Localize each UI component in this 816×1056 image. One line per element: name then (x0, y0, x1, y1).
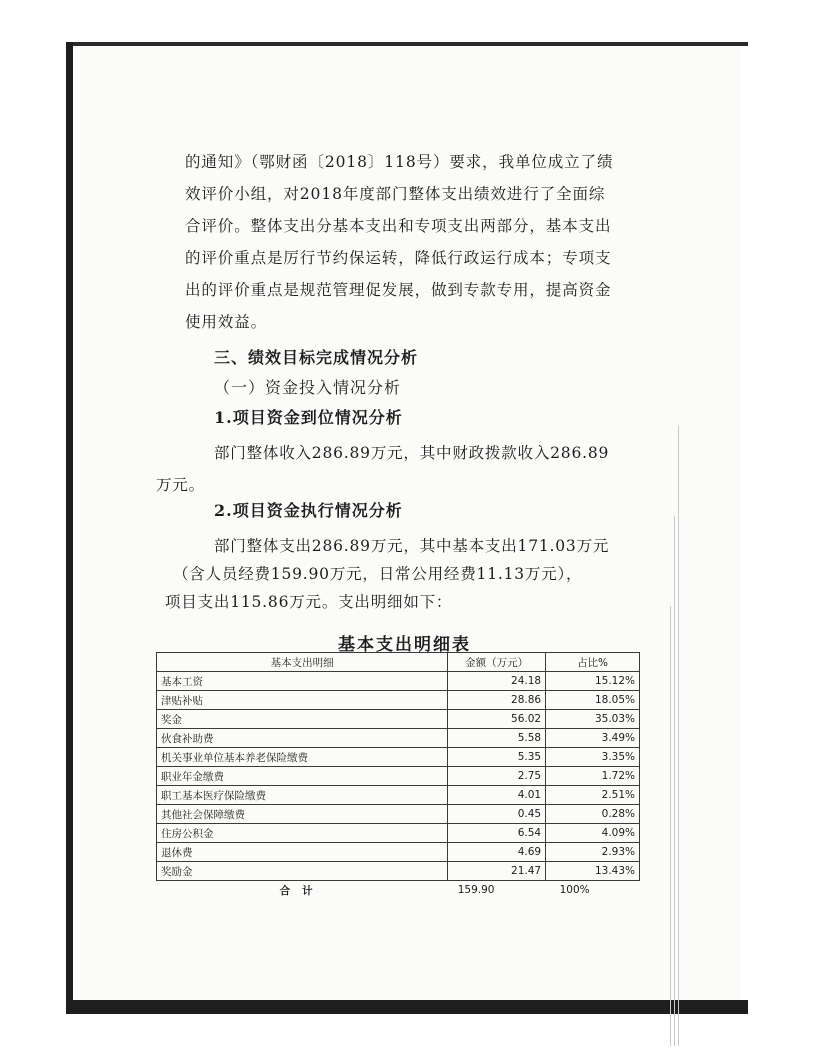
table-row (157, 786, 640, 805)
row-name: 退休费 (157, 843, 448, 862)
text-line: 效评价小组，对2018年度部门整体支出绩效进行了全面综 (185, 185, 606, 203)
text-line: 部门整体支出286.89万元，其中基本支出171.03万元 (214, 537, 610, 555)
table-row (157, 824, 640, 843)
row-amount: 4.69 (448, 843, 546, 862)
row-percent: 0.28% (546, 805, 640, 824)
text-line: 使用效益。 (185, 313, 268, 331)
row-name: 其他社会保障缴费 (157, 805, 448, 824)
row-percent: 13.43% (546, 862, 640, 881)
row-name: 津贴补贴 (157, 691, 448, 710)
row-percent: 2.51% (546, 786, 640, 805)
total-percent: 100% (559, 884, 590, 896)
table-row (157, 843, 640, 862)
row-percent: 3.35% (546, 748, 640, 767)
row-percent: 18.05% (546, 691, 640, 710)
table-row (157, 729, 640, 748)
table-row (157, 672, 640, 691)
section-heading: 三、绩效目标完成情况分析 (214, 348, 419, 367)
row-name: 伙食补助费 (157, 729, 448, 748)
item-heading: 2.项目资金执行情况分析 (214, 501, 403, 520)
table-header-row (157, 653, 640, 672)
table-row (157, 691, 640, 710)
table-row (157, 862, 640, 881)
row-amount: 6.54 (448, 824, 546, 843)
row-name: 职业年金缴费 (157, 767, 448, 786)
text-line: 的通知》（鄂财函〔2018〕118号）要求，我单位成立了绩 (185, 153, 614, 171)
column-header: 占比% (546, 653, 640, 672)
row-amount: 5.58 (448, 729, 546, 748)
expense-detail-table (156, 652, 640, 899)
text-line: 的评价重点是厉行节约保运转，降低行政运行成本；专项支 (185, 249, 612, 267)
text-line: 合评价。整体支出分基本支出和专项支出两部分，基本支出 (185, 217, 612, 235)
item-heading: 1.项目资金到位情况分析 (214, 408, 403, 427)
row-name: 职工基本医疗保险缴费 (157, 786, 448, 805)
table-row (157, 767, 640, 786)
intro-paragraph (185, 146, 655, 338)
execution-paragraph (165, 532, 655, 616)
row-name: 基本工资 (157, 672, 448, 691)
paper-stack-edge (660, 606, 671, 1046)
row-amount: 0.45 (448, 805, 546, 824)
table-total-row (157, 881, 640, 900)
row-name: 机关事业单位基本养老保险缴费 (157, 748, 448, 767)
total-label: 合计 (279, 884, 325, 897)
table-row (157, 748, 640, 767)
row-name: 奖励金 (157, 862, 448, 881)
table-row (157, 805, 640, 824)
column-header: 基本支出明细 (157, 653, 448, 672)
table-row (157, 710, 640, 729)
row-amount: 2.75 (448, 767, 546, 786)
text-line: 项目支出115.86万元。支出明细如下： (165, 593, 453, 611)
row-percent: 2.93% (546, 843, 640, 862)
row-percent: 4.09% (546, 824, 640, 843)
column-header: 金额（万元） (448, 653, 546, 672)
row-name: 奖金 (157, 710, 448, 729)
table-title: 基本支出明细表 (338, 635, 471, 655)
row-percent: 1.72% (546, 767, 640, 786)
text-line: （含人员经费159.90万元，日常公用经费11.13万元）， (173, 565, 583, 583)
row-amount: 4.01 (448, 786, 546, 805)
row-amount: 56.02 (448, 710, 546, 729)
scan-left-edge (66, 42, 73, 1014)
row-percent: 15.12% (546, 672, 640, 691)
row-amount: 28.86 (448, 691, 546, 710)
row-percent: 35.03% (546, 710, 640, 729)
row-amount: 21.47 (448, 862, 546, 881)
row-amount: 5.35 (448, 748, 546, 767)
subsection-heading: （一）资金投入情况分析 (214, 378, 402, 397)
row-percent: 3.49% (546, 729, 640, 748)
text-line: 出的评价重点是规范管理促发展，做到专款专用，提高资金 (185, 281, 612, 299)
scan-bottom-edge (66, 1000, 748, 1014)
row-amount: 24.18 (448, 672, 546, 691)
text-line: 万元。 (156, 476, 205, 494)
total-amount: 159.90 (457, 884, 495, 896)
row-name: 住房公积金 (157, 824, 448, 843)
funding-paragraph (156, 437, 655, 501)
text-line: 部门整体收入286.89万元，其中财政拨款收入286.89 (214, 444, 610, 462)
